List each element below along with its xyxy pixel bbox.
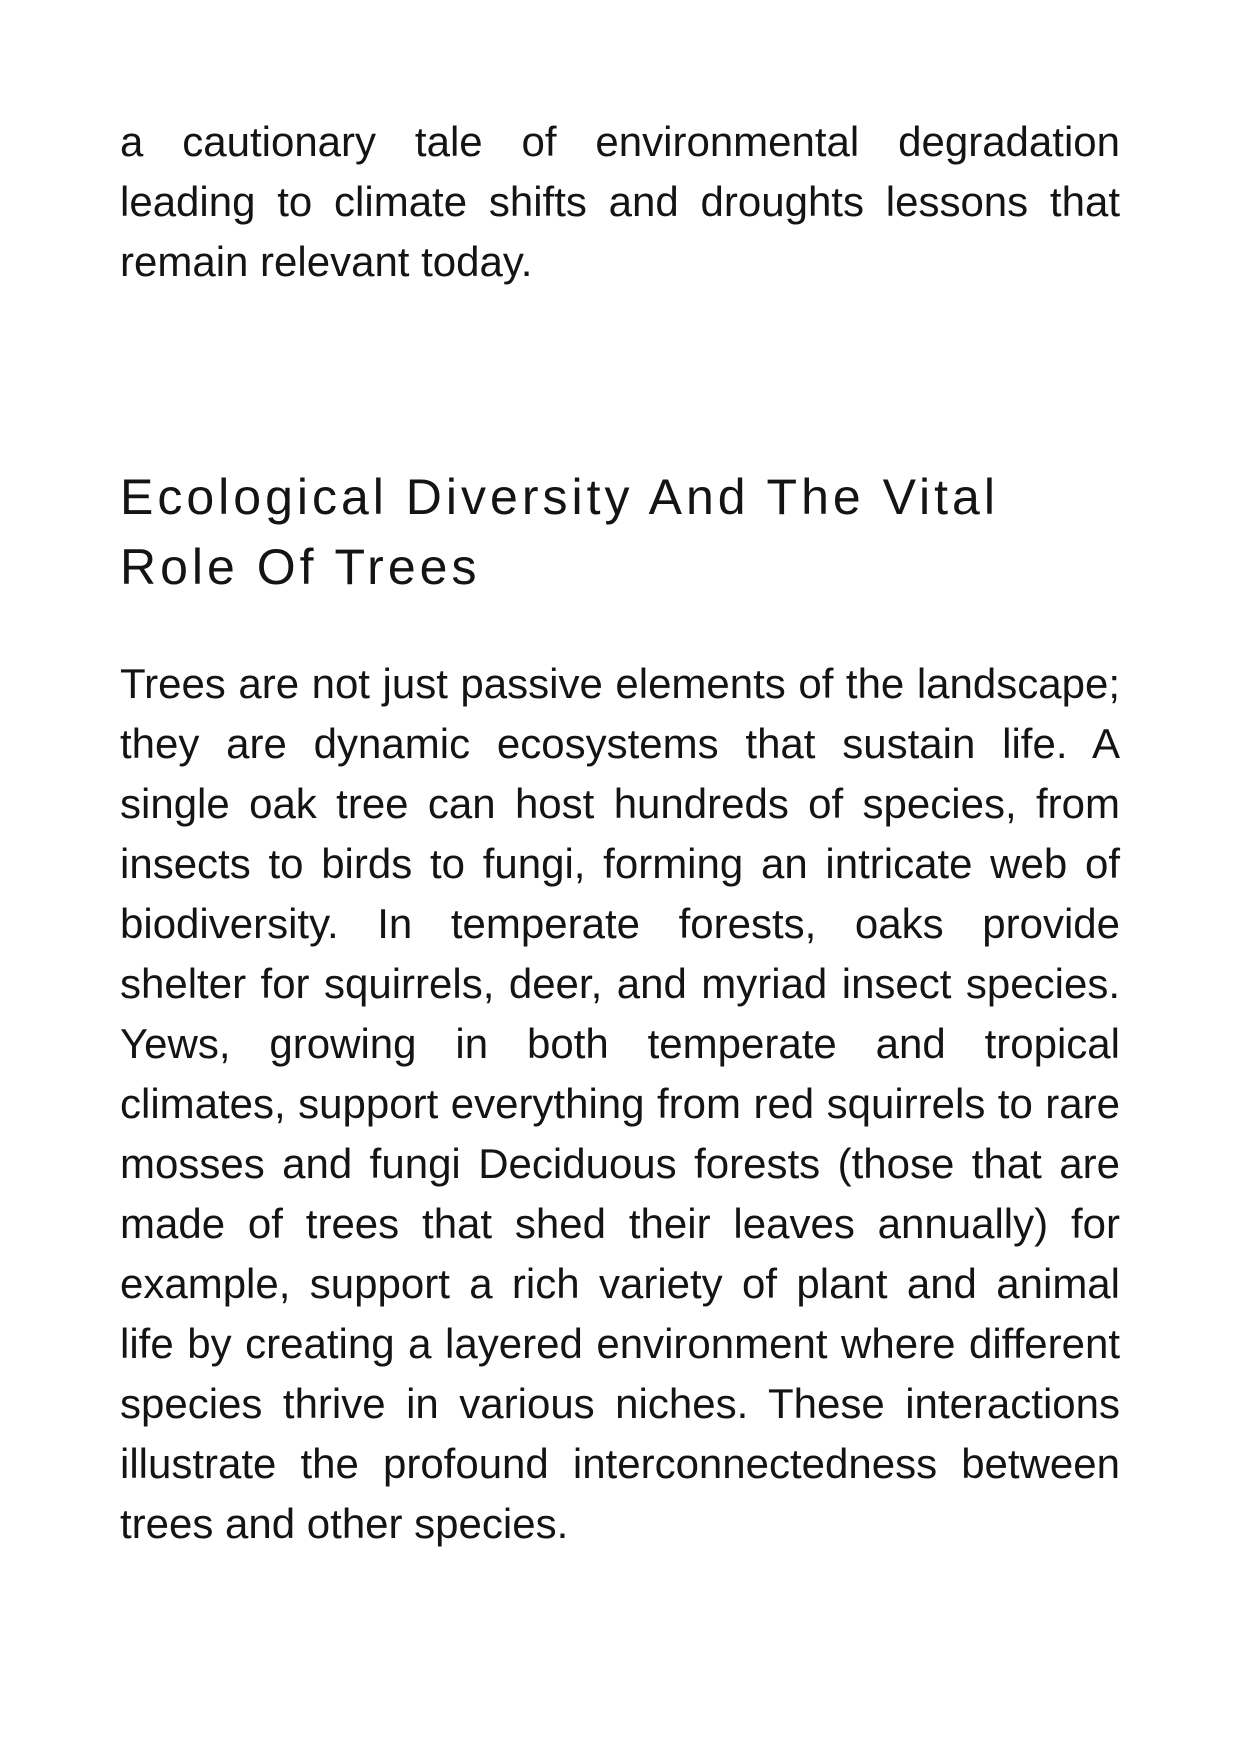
opening-paragraph: a cautionary tale of environmental degradation leading to climate shifts and droughts lessons that remain relevant today. <box>120 118 1120 285</box>
section-title <box>120 462 1120 602</box>
section-paragraph: Trees are not just passive elements of the landscape; they are dynamic ecosystems that sustain life. A single oak tree can host hundreds of species, from insects to birds to fungi, forming an intricate web of biodiversity. In temperate forests, oaks provide shelter for squirrels, deer, and myriad insect species. Yews, growing in both temperate and tropical climates, support everything from red squirrels to rare mosses and fungi Deciduous forests (those that are made of trees that shed their leaves annually) for example, support a rich variety of plant and animal life by creating a layered environment where different species thrive in various niches. These interactions illustrate the profound interconnectedness between trees and other species. <box>120 660 1120 1547</box>
section-title-line-2: Role Of Trees <box>120 539 481 595</box>
section-title-line-1: Ecological Diversity And The Vital <box>120 469 999 525</box>
document-page <box>120 112 1120 1554</box>
